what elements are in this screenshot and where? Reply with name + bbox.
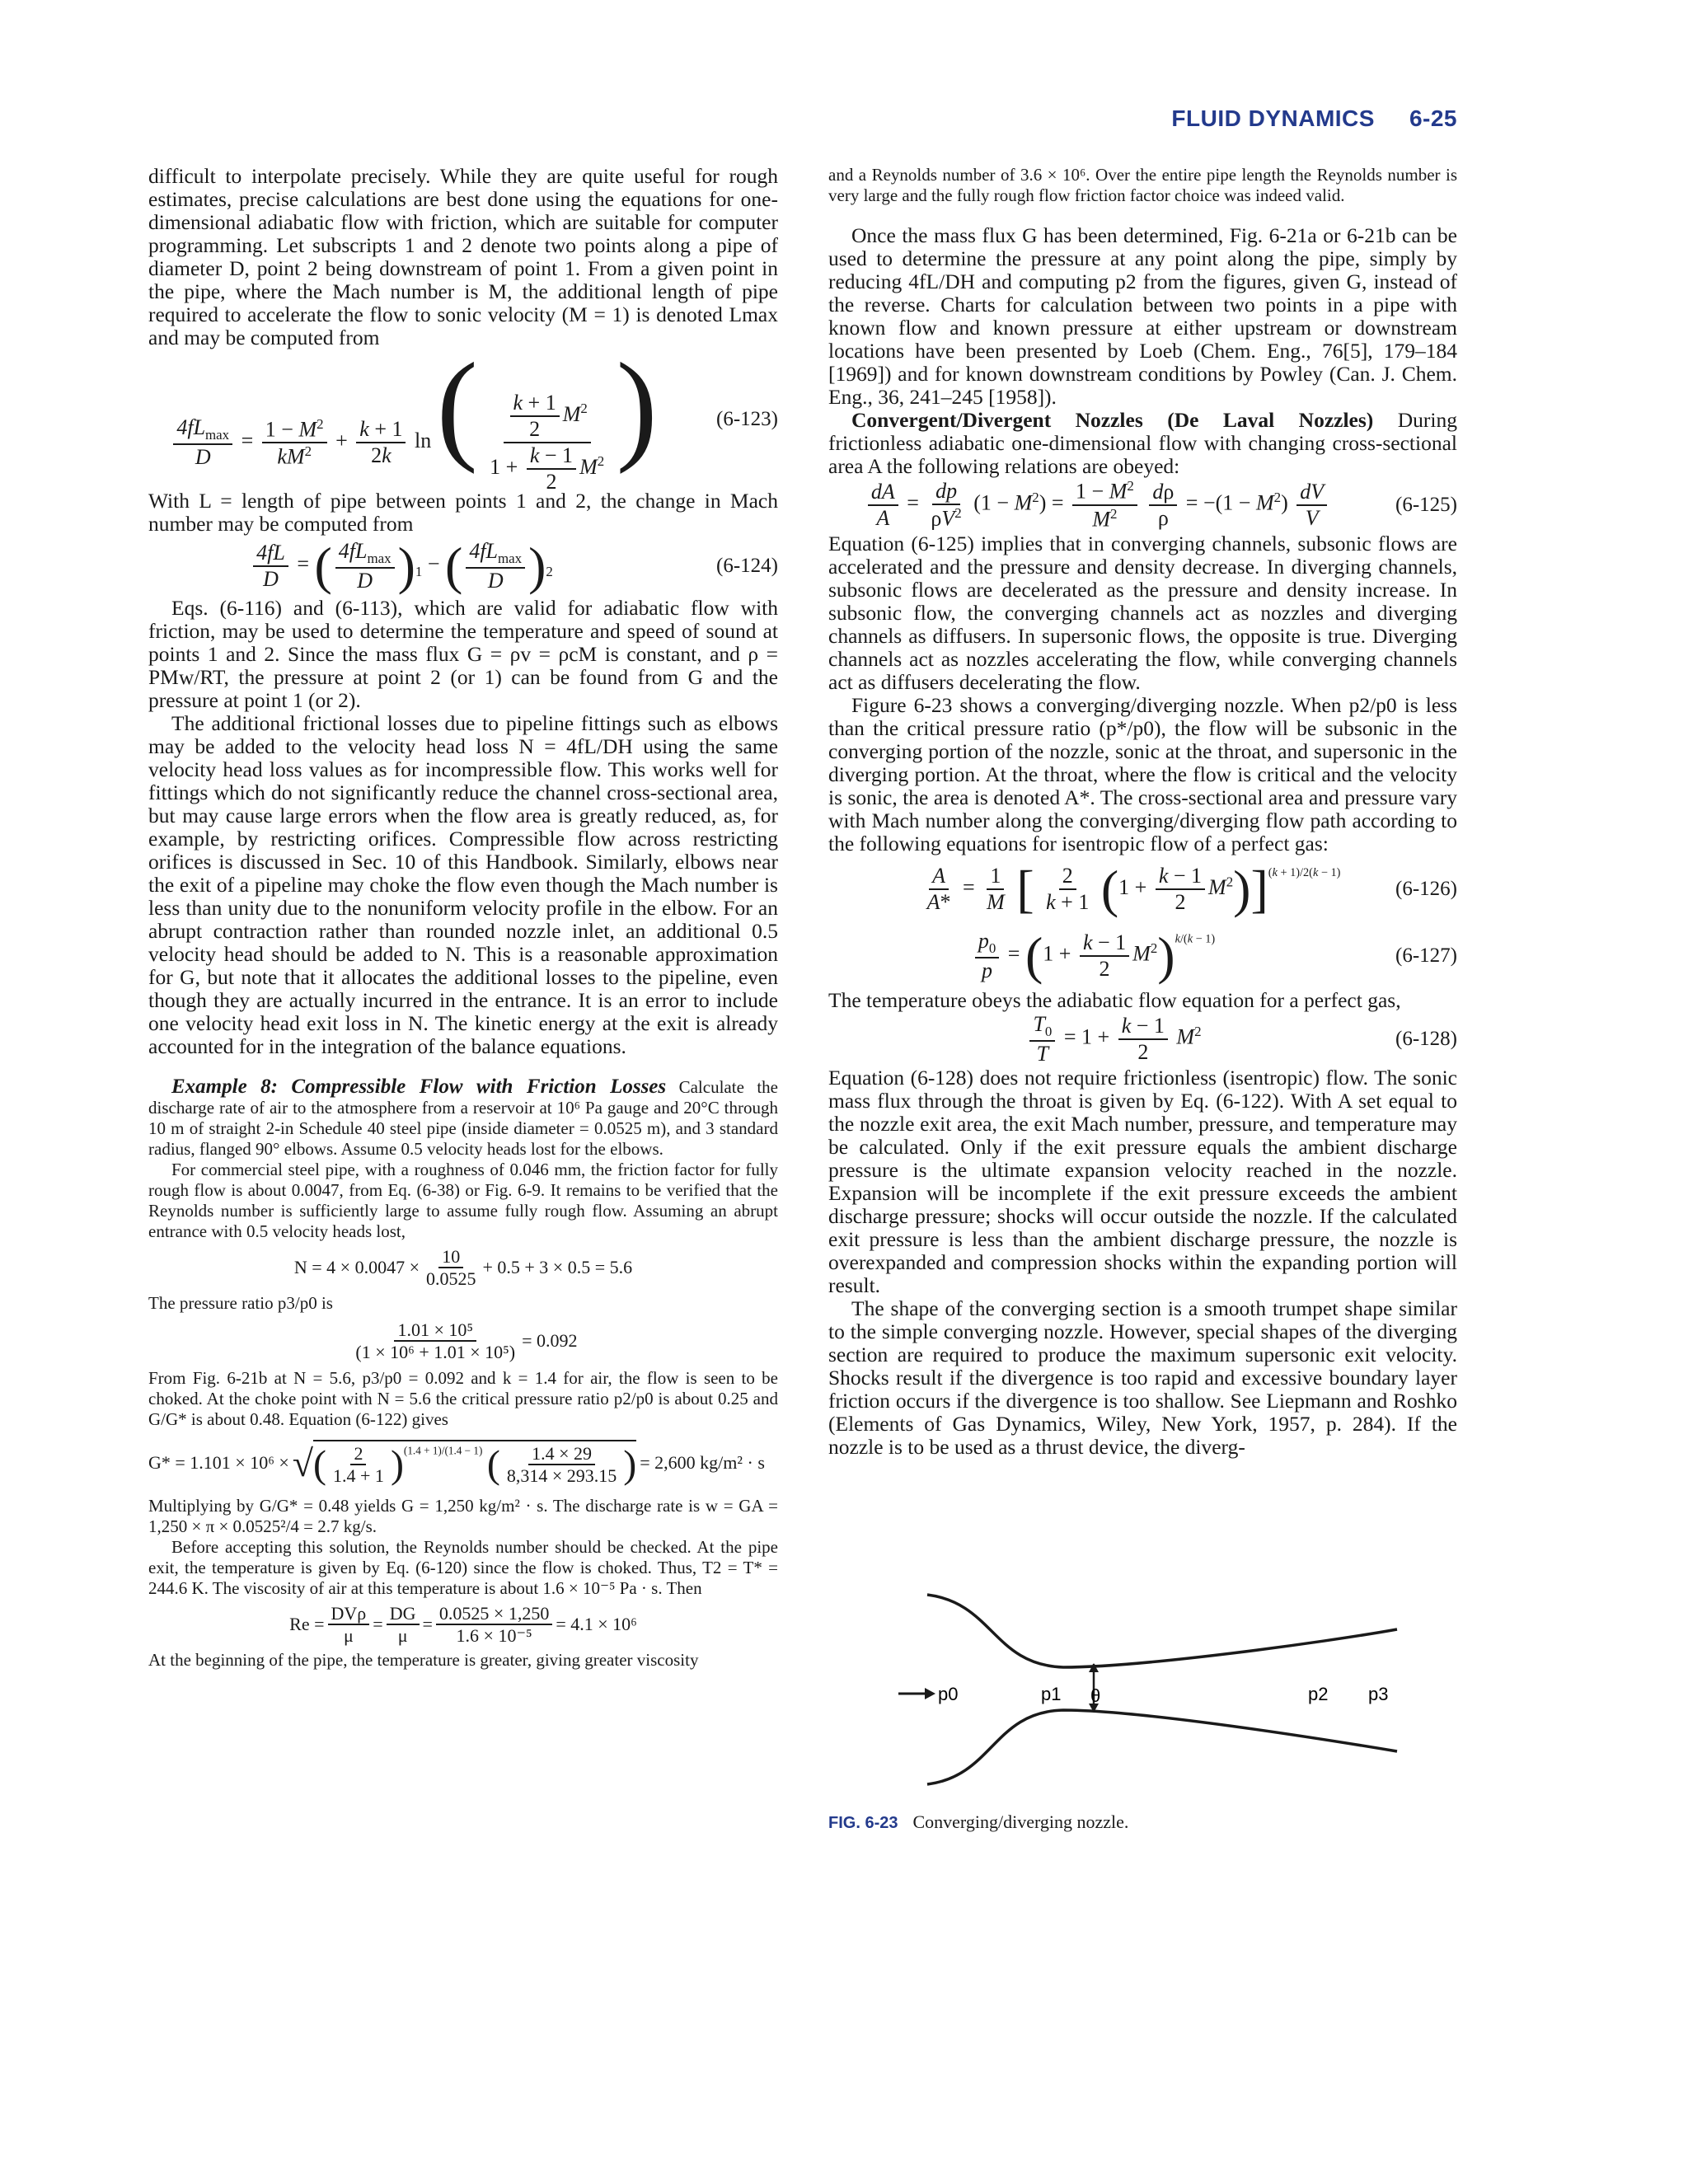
equation-number: (6-126) — [1395, 878, 1457, 900]
equation-text: = 4.1 × 10⁶ — [556, 1614, 637, 1634]
example-paragraph — [148, 1076, 778, 1160]
section-heading: Convergent/Divergent Nozzles (De Laval Nozzles) — [851, 408, 1374, 432]
equation-6-124: $\frac{4fL}{D}$ = ( $\frac{4fL_{max}}{D}$ )$_1$ − ( $\frac{4fL_{max}}{D}$ )$_2$ (6-124) — [148, 536, 778, 597]
equation-6-125: $\frac{dA}{A}$ = $\frac{dp}{\rho V^2}$ $(1 - M^2)$ = $\frac{1 - M^2}{M^2}$ $\frac{d\rho}{\rho}$ = $-(1 - M^2)$ $\frac{dV}{V}$ (6-125) — [828, 478, 1457, 532]
figure-label: FIG. 6-23 — [828, 1814, 898, 1832]
example-paragraph: From Fig. 6-21b at N = 5.6, p3/p0 = 0.092 and k = 1.4 for air, the flow is seen to be choked. At the choke point with N = 5.6 the critical pressure ratio p2/p0 is about 0.25 and G/G* is about 0.48. Equation (6-122) gives — [148, 1368, 778, 1429]
example-title: Example 8: Compressible Flow with Friction Losses — [171, 1076, 667, 1098]
example-paragraph: and a Reynolds number of 3.6 × 10⁶. Over the entire pipe length the Reynolds number is very large and the fully rough flow friction factor choice was indeed valid. — [828, 165, 1457, 205]
paragraph — [828, 409, 1457, 478]
paragraph: The additional frictional losses due to pipeline fittings such as elbows may be added to the velocity head loss N = 4fL/DH using the same velocity head loss values as for incompressible flow. This works well for fittings which do not significantly reduce the channel cross-sectional area, but may cause large errors when the flow area is greatly reduced, as, for example, by restricting orifices. Compressible flow across restricting orifices is discussed in Sec. 10 of this Handbook. Similarly, elbows near the exit of a pipeline may choke the flow even though the Mach number is less than unity due to the nonuniform velocity profile in the elbow. For an abrupt contraction rather than rounded nozzle inlet, an additional 0.5 velocity head should be added to N. This is a reasonable approximation for G, but note that it allocates the additional losses to the pipeline, even though they are actually incurred in the entrance. It is an error to include one velocity head exit loss in N. The kinetic energy at the exit is already accounted for in the integration of the balance equations. — [148, 711, 778, 1058]
equation-6-123: $\frac{4fL_{max}}{D}$ = $\frac{1 - M^2}{kM^2}$ + $\frac{k + 1}{2k}$ ln ( $\frac{k + 1}{2}$ $M^2$ 1 + $\frac{k - 1}{2}$ $M^2$ ) (6-123) — [148, 349, 778, 490]
equation-number: (6-127) — [1395, 944, 1457, 967]
paragraph: Equation (6-125) implies that in converging channels, subsonic flows are accelerated and the pressure and density decrease. In diverging channels, subsonic flows are decelerated as the pressure and density increase. In subsonic flow, the converging channels act as nozzles and diverging channels as diffusers. In supersonic flows, the opposite is true. Diverging channels act as nozzles accelerating the flow, while converging channels act as diffusers decelerating the flow. — [828, 532, 1457, 694]
equation-text: 1.6 × 10⁻⁵ — [456, 1625, 532, 1646]
equation-text: 1.4 + 1 — [333, 1465, 384, 1486]
example-paragraph: For commercial steel pipe, with a roughness of 0.046 mm, the friction factor for fully rough flow is about 0.0047, from Eq. (6-38) or Fig. 6-9. It remains to be verified that the Reynolds number is sufficiently large to assume fully rough flow. Assuming an abrupt entrance with 0.5 velocity heads lost, — [148, 1160, 778, 1241]
equation-text: 8,314 × 293.15 — [506, 1465, 617, 1486]
paragraph: The temperature obeys the adiabatic flow equation for a perfect gas, — [828, 988, 1401, 1012]
equation-text: Re = — [289, 1614, 325, 1634]
paragraph: difficult to interpolate precisely. While they are quite useful for rough estimates, precise calculations are best done using the equations for one-dimensional adiabatic flow with friction, which are suitable for computer programming. Let subscripts 1 and 2 denote two points along a pipe of diameter D, point 2 being downstream of point 1. From a given point in the pipe, where the Mach number is M, the additional length of pipe required to accelerate the flow to sonic velocity (M = 1) is denoted Lmax and may be computed from — [148, 164, 778, 349]
equation-text: = 0.092 — [522, 1330, 578, 1351]
nozzle-diagram — [828, 1578, 1457, 1801]
example-paragraph: Before accepting this solution, the Reynolds number should be checked. At the pipe exit, the temperature is given by Eq. (6-120) since the flow is choked. Thus, T2 = T* = 244.6 K. The viscosity of air at this temperature is about 1.6 × 10⁻⁵ Pa · s. Then — [148, 1537, 778, 1598]
equation-text: (1 × 10⁶ + 1.01 × 10⁵) — [355, 1342, 516, 1362]
equation-text: 1.01 × 10⁵ — [394, 1319, 476, 1342]
example-text: Calculate the discharge rate of air to the atmosphere from a reservoir at 10⁶ Pa gauge and 20°C through 10 m of straight 2-in Schedule 40 steel pipe (inside diameter = 0.0525 m), and 3 standard radius, flanged 90° elbows. Assume 0.5 velocity heads lost for the elbows. — [148, 1077, 778, 1159]
equation-text: DVρ — [328, 1603, 370, 1625]
paragraph: Once the mass flux G has been determined, Fig. 6-21a or 6-21b can be used to determine the pressure at any point along the pipe, simply by reducing 4fL/DH and computing p2 from the figures, given G, instead of the reverse. Charts for calculation between two points in a pipe with known flow and known pressure at either upstream or downstream locations have been presented by Loeb (Chem. Eng., 76[5], 179–184 [1969]) and for known downstream conditions by Powley (Can. J. Chem. Eng., 36, 241–245 [1958]). — [828, 223, 1457, 409]
paragraph: Figure 6-23 shows a converging/diverging nozzle. When p2/p0 is less than the critical pressure ratio (p*/p0), the flow will be subsonic in the converging portion of the nozzle, sonic at the throat, and supersonic in the diverging portion. At the throat, where the flow is critical and the velocity is sonic, the area is denoted A*. The cross-sectional area and pressure vary with Mach number along the converging/diverging flow path according to the following equations for isentropic flow of a perfect gas: — [828, 693, 1457, 855]
equation-text: 10 — [438, 1246, 463, 1268]
example-paragraph: The pressure ratio p3/p0 is — [148, 1293, 333, 1313]
equation-text: 0.0525 × 1,250 — [436, 1603, 552, 1625]
equation-text: 1.4 × 29 — [528, 1443, 595, 1465]
equation-text: DG — [387, 1603, 420, 1625]
equation-number: (6-125) — [1395, 494, 1457, 516]
paragraph: Equation (6-128) does not require frictionless (isentropic) flow. The sonic mass flux through the throat is given by Eq. (6-122). With A set equal to the nozzle exit area, the exit Mach number, pressure, and temperature may be calculated. Only if the exit pressure equals the ambient discharge pressure is the ultimate expansion velocity reached in the nozzle. Expansion will be incomplete if the exit pressure exceeds the ambient discharge pressure; shocks will occur outside the nozzle. If the calculated exit pressure is less than the ambient discharge pressure, the nozzle is overexpanded and compression shocks within the expanding portion will result. — [828, 1066, 1457, 1297]
nozzle-lower-wall — [927, 1710, 1397, 1784]
example-paragraph: At the beginning of the pipe, the temperature is greater, giving greater viscosity — [148, 1650, 699, 1670]
equation-text: = 2,600 kg/m² · s — [640, 1452, 765, 1473]
paragraph: The shape of the converging section is a smooth trumpet shape similar to the simple converging nozzle. However, special shapes of the diverging section are required to produce the maximum supersonic exit velocity. Shocks result if the divergence is too rapid and excessive boundary layer friction occurs if the divergence is too shallow. See Liepmann and Roshko (Elements of Gas Dynamics, Wiley, New York, 1957, p. 284). If the nozzle is to be used as a thrust device, the diverg- — [828, 1296, 1457, 1459]
paragraph: Eqs. (6-116) and (6-113), which are valid for adiabatic flow with friction, may be used to determine the temperature and speed of sound at points 1 and 2. Since the mass flux G = ρv = ρcM is constant, and ρ = PMw/RT, the pressure at point 2 (or 1) can be found from G and the pressure at point 1 (or 2). — [148, 596, 778, 712]
label-p2: p2 — [1308, 1684, 1329, 1704]
equation-6-127: $\frac{p_0}{p}$ = (1 + $\frac{k - 1}{2}$ $M^2)^{k/(k - 1)}$ (6-127) — [828, 923, 1457, 989]
equation-text: G* = 1.101 × 10⁶ × — [148, 1452, 289, 1473]
paragraph-text: During frictionless adiabatic one-dimensional flow with changing cross-sectional area A the following relations are obeyed: — [828, 408, 1457, 478]
nozzle-upper-wall — [927, 1595, 1397, 1667]
label-p1: p1 — [1041, 1684, 1062, 1704]
label-theta: θ — [1090, 1685, 1101, 1706]
section-title: FLUID DYNAMICS — [1171, 105, 1375, 131]
right-column — [828, 165, 1457, 1459]
equation-reynolds: Re = $\frac{\text{DVρ}}{\mu}$ = $\frac{DG}{\mu}$ = $\frac{0.0525 \times 1,250}{\text{1.6 × 10⁻⁵}}$ = 4.1 × 10⁶ — [289, 1602, 637, 1646]
example-paragraph: Multiplying by G/G* = 0.48 yields G = 1,250 kg/m² · s. The discharge rate is w = GA = 1,250 × π × 0.0525²/4 = 2.7 kg/s. — [148, 1496, 778, 1536]
equation-number: (6-123) — [716, 408, 778, 430]
equation-text: + 0.5 + 3 × 0.5 = 5.6 — [482, 1257, 633, 1277]
label-p3: p3 — [1368, 1684, 1389, 1704]
equation-text: N = 4 × 0.0047 × — [293, 1257, 420, 1277]
equation-text: μ — [344, 1625, 354, 1646]
equation-text: (1.4 + 1)/(1.4 − 1) — [403, 1444, 483, 1457]
flow-arrow-icon — [925, 1688, 935, 1699]
figure-caption — [828, 1811, 1128, 1833]
equation-N — [148, 1242, 778, 1293]
left-column — [148, 165, 778, 1671]
nozzle-figure — [828, 1578, 1457, 1801]
page-number: 6-25 — [1409, 105, 1457, 131]
equation-text: 2 — [350, 1443, 366, 1465]
label-p0: p0 — [938, 1684, 959, 1704]
equation-6-126: $\frac{A}{A*}$ = $\frac{1}{M}$ [ $\frac{2}{k + 1}$ (1 + $\frac{k - 1}{2}$ $M^2)]^{(k + 1)/2(k - 1)}$ (6-126) — [926, 860, 1457, 918]
figure-caption-text: Converging/diverging nozzle. — [912, 1811, 1129, 1832]
equation-text: μ — [397, 1625, 408, 1646]
running-header — [824, 105, 1457, 132]
equation-number: (6-128) — [1395, 1028, 1457, 1050]
paragraph: With L = length of pipe between points 1 and 2, the change in Mach number may be computed from — [148, 489, 778, 536]
equation-pressure-ratio — [148, 1314, 778, 1368]
equation-G-star: G* = 1.101 × 10⁶ × √ ( $\frac{2}{1.4 + 1}$ )$^{(1.4 + 1)/(1.4 - 1)}$ ( $\frac{1.4 \times 29}{8,314 \times 293.15}$ ) = 2,600 kg/m² · s — [148, 1430, 778, 1496]
equation-6-128: $\frac{T_0}{T}$ = 1 + $\frac{k - 1}{2}$ $M^2$ (6-128) — [828, 1012, 1457, 1066]
equation-text: 0.0525 — [425, 1268, 476, 1289]
equation-number: (6-124) — [716, 555, 778, 577]
